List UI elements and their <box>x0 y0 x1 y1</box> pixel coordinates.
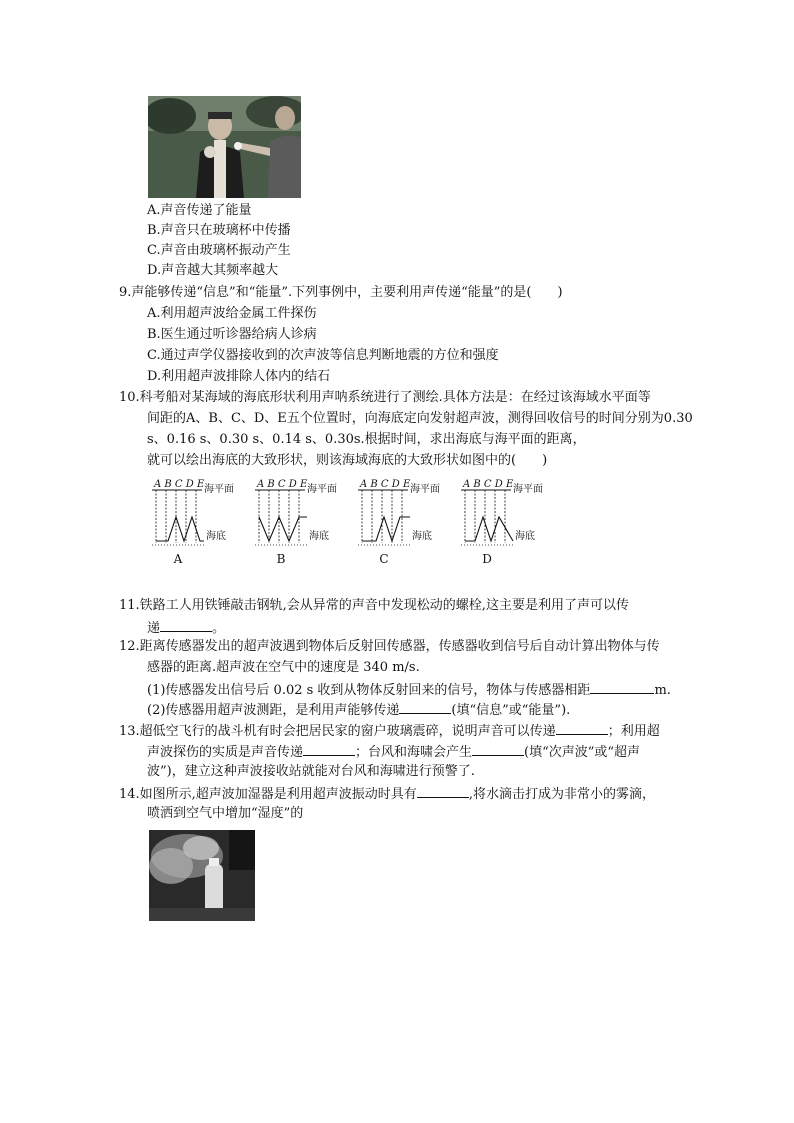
q12-sub2 <box>147 700 570 720</box>
option-letter-c: C <box>379 552 389 566</box>
q12-sub2-answer-blank[interactable] <box>399 700 451 714</box>
option-letter-a: A <box>173 552 183 566</box>
q12-text-line1: 12.距离传感器发出的超声波遇到物体后反射回传感器，传感器收到信号后自动计算出物体与传 <box>119 639 660 654</box>
q9-option-b: B.医生通过听诊器给病人诊病 <box>147 327 317 342</box>
q13-line1-text: 13.超低空飞行的战斗机有时会把居民家的窗户玻璃震碎，说明声音可以传递 <box>119 724 556 739</box>
q14-line1-tail: ,将水滴击打成为非常小的雾滴， <box>468 787 655 802</box>
q13-text-line1 <box>119 721 660 741</box>
seabed-profile <box>259 517 307 541</box>
q11-answer-blank[interactable] <box>160 618 212 632</box>
q12-sub1-text: (1)传感器发出信号后 0.02 s 收到从物体反射回来的信号，物体与传感器相距 <box>147 683 591 698</box>
option-letter-d: D <box>482 552 492 566</box>
q8-option-d: D.声音越大其频率越大 <box>147 263 279 278</box>
q10-seabed-diagram <box>150 477 560 569</box>
option-letter-b: B <box>276 552 286 566</box>
points-label: A B C D E <box>257 479 308 490</box>
sea-level-label: 海平面 <box>204 484 234 495</box>
q13-answer-blank-1[interactable] <box>556 721 608 735</box>
seabed-label: 海底 <box>412 531 432 542</box>
seabed-label: 海底 <box>206 531 226 542</box>
q12-sub1-unit: m. <box>654 683 671 698</box>
q14-line1-text: 14.如图所示,超声波加湿器是利用超声波振动时具有 <box>119 787 417 802</box>
q10-text-line3: s、0.16 s、0.30 s、0.14 s、0.30s.根据时间，求出海底与海平面的距离， <box>147 432 586 447</box>
points-label: A B C D E <box>154 479 205 490</box>
q13-line2-text: 声波探伤的实质是声音传递 <box>147 745 304 760</box>
q12-text-line2: 感器的距离.超声波在空气中的速度是 340 m/s. <box>147 660 420 675</box>
q12-sub1-answer-blank[interactable] <box>590 680 654 694</box>
q12-sub1 <box>147 680 671 700</box>
seabed-panel-d <box>461 479 543 566</box>
seabed-panel-b <box>255 479 337 566</box>
q13-answer-blank-2[interactable] <box>303 742 355 756</box>
q10-text-line1: 10.科考船对某海域的海底形状利用声呐系统进行了测绘.具体方法是：在经过该海域水平面等 <box>119 390 651 405</box>
seabed-panel-c <box>358 479 440 566</box>
q12-sub2-hint: (填“信息”或“能量”). <box>451 703 571 718</box>
seabed-label: 海底 <box>515 531 535 542</box>
seabed-label: 海底 <box>309 531 329 542</box>
seabed-panel-a <box>152 479 234 566</box>
q10-text-line4: 就可以绘出海底的大致形状，则该海域海底的大致形状如图中的( ) <box>147 453 548 468</box>
q14-answer-blank[interactable] <box>417 784 469 798</box>
q13-line1-tail: ；利用超 <box>607 724 660 739</box>
q14-humidifier-image <box>149 830 255 921</box>
q14-text-line1 <box>119 784 655 804</box>
q11-text-line1: 11.铁路工人用铁锤敲击钢轨,会从异常的声音中发现松动的螺栓,这主要是利用了声可以传 <box>119 598 629 613</box>
seabed-profile <box>156 517 204 541</box>
q11-prefix: 递 <box>147 621 161 636</box>
sea-level-label: 海平面 <box>513 484 543 495</box>
points-label: A B C D E <box>463 479 514 490</box>
q9-option-a: A.利用超声波给金属工件探伤 <box>147 306 317 321</box>
q8-option-c: C.声音由玻璃杯振动产生 <box>147 243 291 258</box>
sea-level-label: 海平面 <box>307 484 337 495</box>
q11-suffix: 。 <box>212 621 226 636</box>
seabed-profile <box>362 517 410 541</box>
q13-text-line2 <box>147 742 640 762</box>
q8-photo-image <box>148 96 301 198</box>
q9-stem: 9.声能够传递“信息”和“能量”.下列事例中，主要利用声传递“能量”的是( ) <box>119 285 563 300</box>
sea-level-label: 海平面 <box>410 484 440 495</box>
q8-option-a: A.声音传递了能量 <box>147 203 252 218</box>
q13-line2-mid: ；台风和海啸会产生 <box>355 745 473 760</box>
q13-text-line3: 波”)，建立这种声波接收站就能对台风和海啸进行预警了. <box>147 764 475 779</box>
q8-option-b: B.声音只在玻璃杯中传播 <box>147 223 291 238</box>
q9-option-c: C.通过声学仪器接收到的次声波等信息判断地震的方位和强度 <box>147 348 499 363</box>
q13-line2-tail: (填“次声波”或“超声 <box>524 745 641 760</box>
q10-text-line2: 间距的A、B、C、D、E五个位置时，向海底定向发射超声波，测得回收信号的时间分别为0.30 <box>147 411 693 426</box>
q14-text-line2: 喷洒到空气中增加“湿度”的 <box>147 806 304 821</box>
q13-answer-blank-3[interactable] <box>472 742 524 756</box>
q12-sub2-text: (2)传感器用超声波测距，是利用声能够传递 <box>147 703 400 718</box>
q11-text-line2 <box>147 618 225 638</box>
points-label: A B C D E <box>360 479 411 490</box>
seabed-profile <box>465 517 513 541</box>
q9-option-d: D.利用超声波排除人体内的结石 <box>147 369 331 384</box>
